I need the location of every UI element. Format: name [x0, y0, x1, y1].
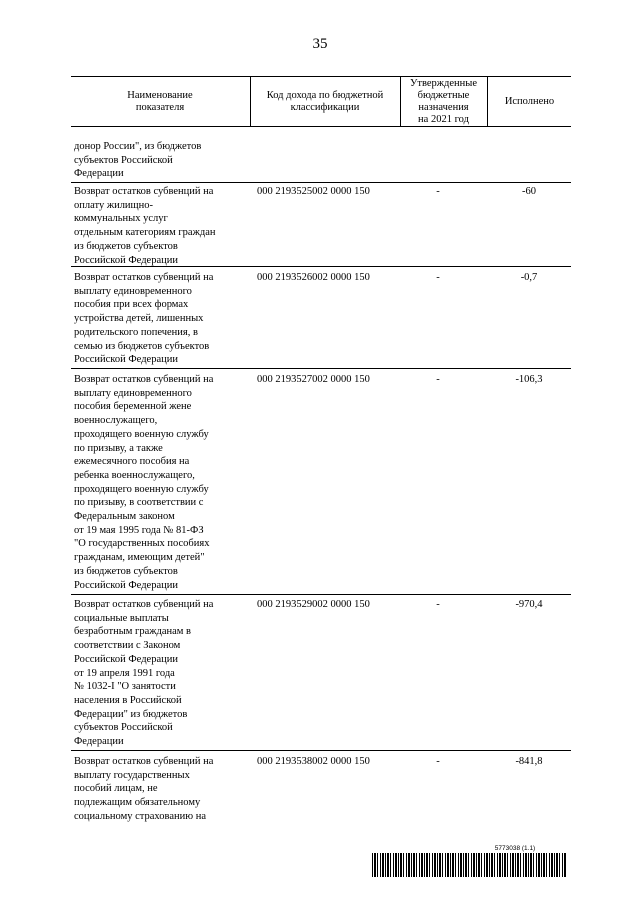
row-executed: -106,3	[515, 374, 543, 385]
row-code: 000 2193527002 0000 150	[257, 374, 370, 385]
row-executed: -0,7	[520, 272, 538, 283]
row-name: Возврат остатков субвенций на выплату единовременного пособия беременной жене военнослужащего, проходящего военную службу по призыву, а также ежемесячного пособия на ребенка военнослужащего, проходящего военную службу по призыву, в соответствии с Федеральным законом от 19 мая 1995 года № 81-ФЗ "О государственных пособиях гражданам, имеющим детей" из бюджетов субъектов Российской Федерации	[74, 374, 214, 591]
page-number: 35	[312, 36, 328, 52]
table-header	[71, 76, 571, 127]
header-executed: Исполнено	[504, 95, 555, 107]
barcode-label: 5773038 (1.1)	[494, 845, 536, 852]
row-code: 000 2193538002 0000 150	[257, 756, 370, 767]
row-name: Возврат остатков субвенций на оплату жилищно- коммунальных услуг отдельным категориям граждан из бюджетов субъектов Российской Федерации	[74, 186, 216, 266]
header-approved: Утвержденные бюджетные назначения на 2021 год	[409, 77, 478, 125]
barcode	[372, 853, 566, 877]
row-divider	[71, 750, 571, 751]
row-code: 000 2193525002 0000 150	[257, 186, 370, 197]
row-name: Возврат остатков субвенций на социальные выплаты безработным гражданам в соответствии с Законом Российской Федерации от 19 апреля 1991 года № 1032-I "О занятости населения в Российской Федерации" из бюджетов субъектов Российской Федерации	[74, 599, 214, 748]
header-code: Код дохода по бюджетной классификации	[266, 89, 384, 113]
row-name: Возврат остатков субвенций на выплату единовременного пособия при всех формах устройства детей, лишенных родительского попечения, в семью из бюджетов субъектов Российской Федерации	[74, 272, 214, 366]
row-approved: -	[436, 756, 440, 767]
row-name: донор России", из бюджетов субъектов Российской Федерации	[74, 141, 202, 180]
row-approved: -	[436, 599, 440, 610]
row-approved: -	[436, 374, 440, 385]
row-code: 000 2193526002 0000 150	[257, 272, 370, 283]
header-name: Наименование показателя	[127, 89, 193, 113]
row-approved: -	[436, 186, 440, 197]
row-approved: -	[436, 272, 440, 283]
row-divider	[71, 182, 571, 183]
row-divider	[71, 594, 571, 595]
row-executed: -841,8	[515, 756, 543, 767]
row-code: 000 2193529002 0000 150	[257, 599, 370, 610]
row-name: Возврат остатков субвенций на выплату государственных пособий лицам, не подлежащим обязательному социальному страхованию на	[74, 756, 214, 822]
row-divider	[71, 266, 571, 267]
row-divider	[71, 368, 571, 369]
row-executed: -60	[522, 186, 536, 197]
row-executed: -970,4	[515, 599, 543, 610]
